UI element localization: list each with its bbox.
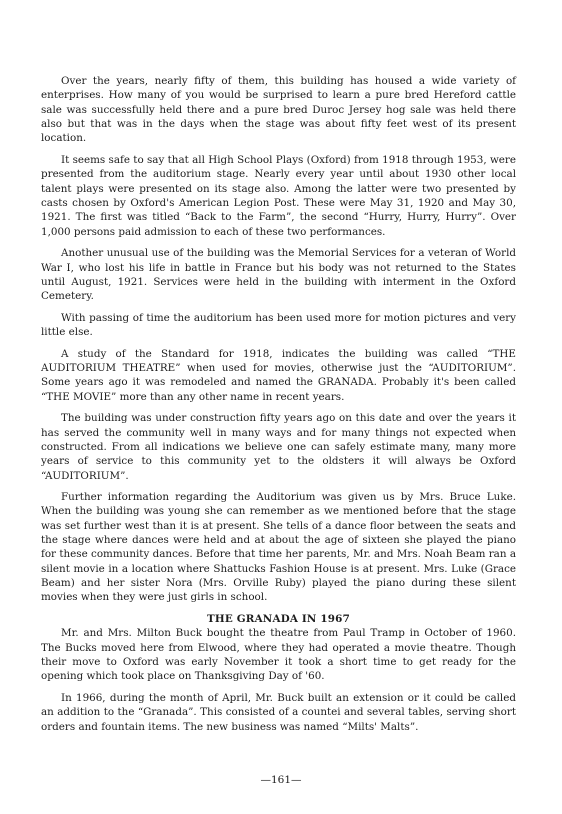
paragraph-milton-buck: Mr. and Mrs. Milton Buck bought the theatre from Paul Tramp in October of 1960. The Bucks moved here from Elwood, where they had operated a movie theatre. Though their move to Oxford was early November it took a short time to get ready for the opening which took place on Thanksgiving Day of '60.: [41, 627, 516, 683]
paragraph-construction-fifty-years: The building was under construction fifty years ago on this date and over the years it has served the community well in many ways and for many things not expected when constructed. From all indications we believe one can safely estimate many, many more years of service to this community yet to the oldsters it will always be Oxford “AUDITORIUM”.: [41, 412, 516, 482]
paragraph-enterprises: Over the years, nearly fifty of them, this building has housed a wide variety of enterprises. How many of you would be surprised to learn a pure bred Hereford cattle sale was successfully held there and a pure bred Duroc Jersey hog sale was held there also but that was in the days when the stage was about fifty feet west of its present location.: [41, 75, 516, 145]
paragraph-high-school-plays: It seems safe to say that all High School Plays (Oxford) from 1918 through 1953, were presented from the auditorium stage. Nearly every year until about 1930 other local talent plays were presented on its stage also. Among the latter were two presented by casts chosen by Oxford's American Legion Post. These were May 31, 1920 and May 30, 1921. The first was titled “Back to the Farm”, the second “Hurry, Hurry, Hurry”. Over 1,000 persons paid admission to each of these two performances.: [41, 153, 516, 238]
paragraph-motion-pictures: With passing of time the auditorium has been used more for motion pictures and very little else.: [41, 311, 516, 339]
section-heading: THE GRANADA IN 1967: [207, 613, 350, 625]
paragraph-mrs-bruce-luke: Further information regarding the Auditorium was given us by Mrs. Bruce Luke. When the building was young she can remember as we mentioned before that the stage was set further west than it is at present. She tells of a dance floor between the seats and the stage where dances were held and at about the age of sixteen she played the piano for these community dances. Before that time her parents, Mr. and Mrs. Noah Beam ran a silent movie in a location where Shattucks Fashion House is at present. Mrs. Luke (Grace Beam) and her sister Nora (Mrs. Orville Ruby) played the piano during these silent movies when they were just girls in school.: [41, 491, 516, 604]
paragraph-milts-malts: In 1966, during the month of April, Mr. Buck built an extension or it could be called an addition to the “Granada”. This consisted of a countei and several tables, serving short orders and fountain items. The new business was named “Milts' Malts”.: [41, 691, 516, 733]
page-body: [41, 74, 516, 741]
paragraph-building-names: A study of the Standard for 1918, indicates the building was called “THE AUDITORIUM THEATRE” when used for movies, otherwise just the “AUDITORIUM”. Some years ago it was remodeled and named the GRANADA. Probably it's been called “THE MOVIE” more than any other name in recent years.: [41, 347, 516, 403]
paragraph-memorial-services: Another unusual use of the building was the Memorial Services for a veteran of World War I, who lost his life in battle in France but his body was not returned to the States until August, 1921. Services were held in the building with interment in the Oxford Cemetery.: [41, 247, 516, 303]
page-number: —161—: [260, 774, 302, 786]
